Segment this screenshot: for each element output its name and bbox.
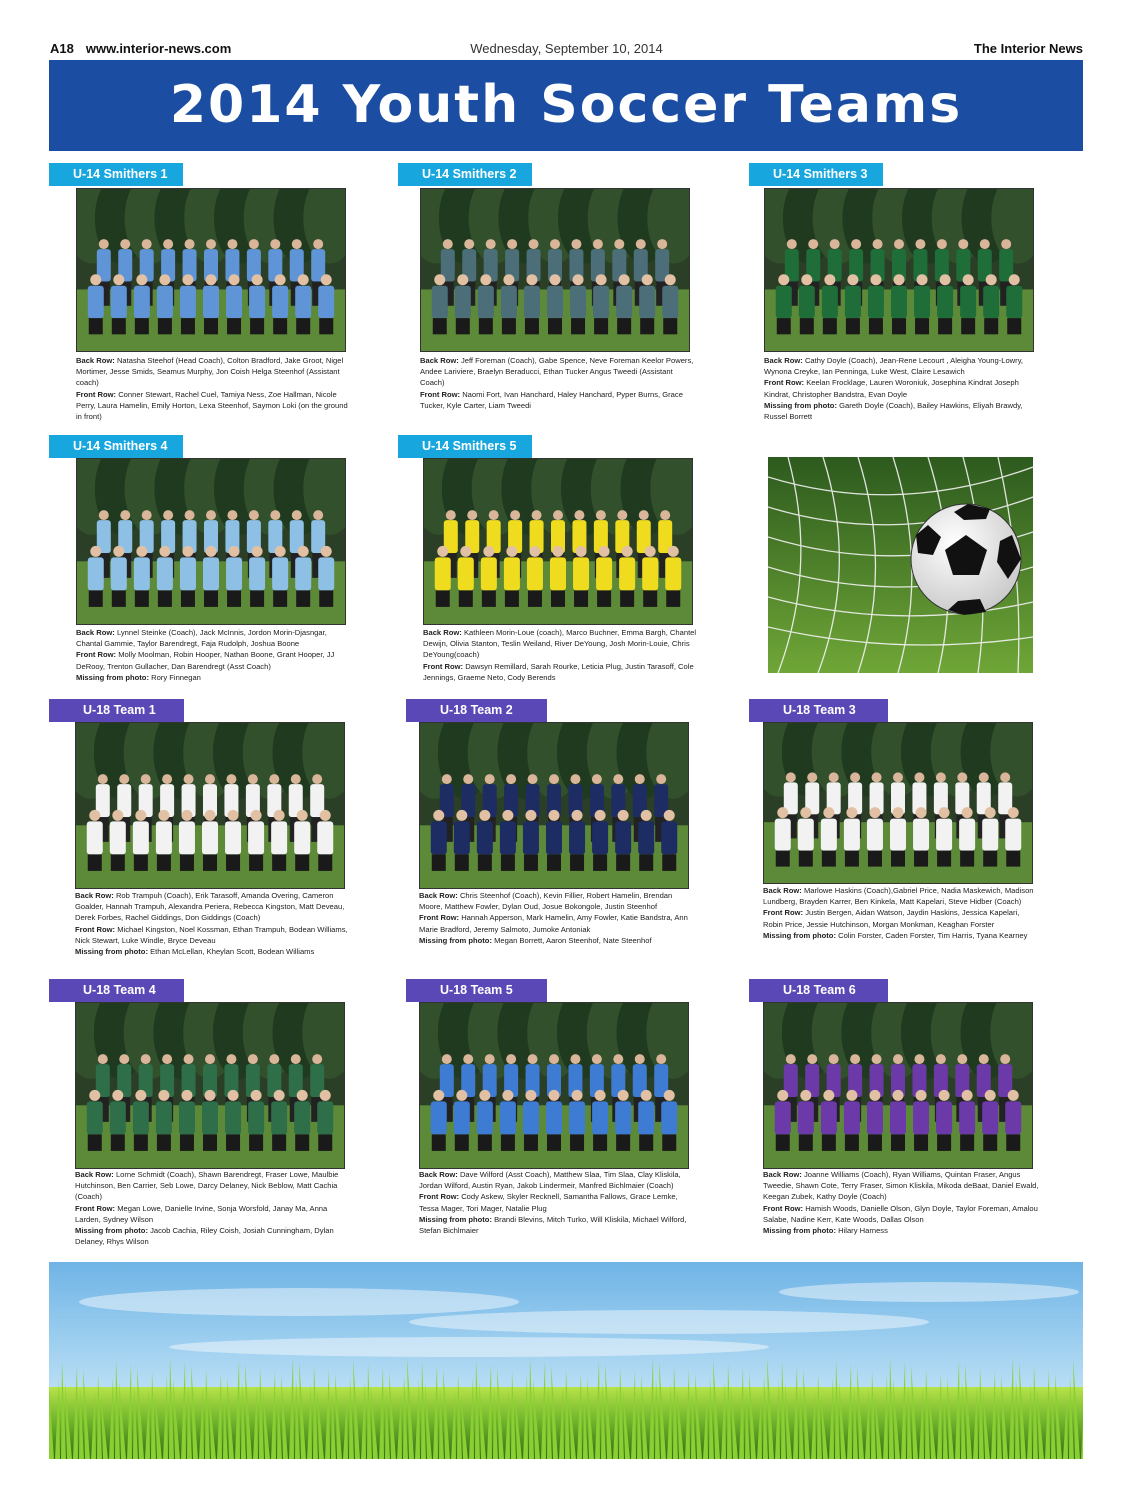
team-photo-image bbox=[76, 1003, 344, 1168]
caption-row bbox=[423, 661, 701, 683]
caption-row bbox=[419, 912, 697, 934]
caption-row-label: Front Row: bbox=[420, 389, 461, 399]
caption-row-names: Justin Bergen, Aidan Watson, Jaydin Haskins, Jessica Kapelari, Robin Price, Jessie Hutchinson, Morgan Monkman, Keaghan Forster bbox=[763, 908, 1020, 929]
caption-row-names: Keelan Frocklage, Lauren Woroniuk, Josephina Kindrat Joseph Kindrat, Christopher Bandstra, Evan Doyle bbox=[764, 378, 1019, 399]
team-tag: U-14 Smithers 2 bbox=[398, 163, 532, 186]
caption-row-label: Back Row: bbox=[763, 886, 802, 895]
caption-row-label: Missing from photo: bbox=[764, 400, 837, 410]
team-tag: U-14 Smithers 5 bbox=[398, 435, 532, 458]
caption-row-names: Lorne Schmidt (Coach), Shawn Barendregt, Fraser Lowe, Maulbie Hutchinson, Ben Carrier, Seb Lowe, Darcy Delaney, Nick Beblow, Matt Cachia (Coach) bbox=[75, 1170, 339, 1202]
caption-row bbox=[420, 389, 698, 411]
caption-row-names: Rory Finnegan bbox=[148, 672, 201, 682]
paper-name: The Interior News bbox=[973, 41, 1083, 56]
caption-row-names: Ethan McLellan, Kheylan Scott, Bodean Williams bbox=[147, 947, 315, 957]
caption-row bbox=[419, 890, 697, 912]
caption-row-label: Front Row: bbox=[75, 924, 116, 934]
caption-row-label: Front Row: bbox=[764, 378, 805, 388]
team-photo bbox=[763, 722, 1033, 884]
team-caption bbox=[75, 890, 353, 957]
caption-row bbox=[419, 1169, 697, 1191]
caption-row bbox=[763, 907, 1041, 929]
caption-row-label: Missing from photo: bbox=[763, 1226, 836, 1236]
soccer-ball-icon bbox=[768, 457, 1033, 673]
team-photo bbox=[76, 458, 346, 625]
caption-row-names: Megan Lowe, Danielle Irvine, Sonja Worsfold, Janay Ma, Anna Larden, Sydney Wilson bbox=[75, 1203, 328, 1224]
team-photo bbox=[75, 1002, 345, 1169]
caption-row bbox=[764, 400, 1042, 422]
caption-row bbox=[423, 627, 701, 661]
soccer-ball-net-photo bbox=[768, 457, 1033, 673]
caption-row-names: Michael Kingston, Noel Kossman, Ethan Trampuh, Bodean Williams, Nick Stewart, Luke Windle, Bryce Deveau bbox=[75, 924, 348, 945]
caption-row-label: Missing from photo: bbox=[419, 1214, 492, 1224]
caption-row bbox=[764, 377, 1042, 399]
team-tag: U-14 Smithers 4 bbox=[49, 435, 183, 458]
caption-row-label: Back Row: bbox=[419, 1170, 458, 1179]
team-photo-image bbox=[77, 459, 345, 624]
caption-row-names: Cody Askew, Skyler Recknell, Samantha Fallows, Grace Lemke, Tessa Mager, Tori Mager, Natalie Plug bbox=[419, 1192, 678, 1213]
caption-row bbox=[763, 1225, 1041, 1236]
sky-grass-footer-image bbox=[49, 1262, 1083, 1459]
page-title: 2014 Youth Soccer Teams bbox=[169, 75, 963, 135]
caption-row-names: Hannah Apperson, Mark Hamelin, Amy Fowler, Katie Bandstra, Ann Marie Bradford, Jeremy Salmoto, Jumoke Antoniak bbox=[419, 913, 688, 934]
caption-row bbox=[763, 1169, 1041, 1203]
caption-row-names: Lynnel Steinke (Coach), Jack McInnis, Jordon Morin-Djasngar, Chantal Gammie, Taylor Barendregt, Faja Rudolph, Joshua Boone bbox=[76, 628, 327, 649]
caption-row bbox=[75, 1203, 353, 1225]
team-tag: U-14 Smithers 1 bbox=[49, 163, 183, 186]
caption-row bbox=[763, 930, 1041, 941]
team-caption bbox=[420, 355, 698, 411]
caption-row bbox=[420, 355, 698, 389]
caption-row bbox=[419, 1214, 697, 1236]
team-photo-image bbox=[424, 459, 692, 624]
caption-row bbox=[76, 649, 354, 671]
caption-row-names: Marlowe Haskins (Coach),Gabriel Price, Nadia Maskewich, Madison Lundberg, Brayden Karrer, Ben Kinkela, Matt Kapelari, Steve Hidber (Coach) bbox=[763, 886, 1034, 907]
team-photo-image bbox=[764, 723, 1032, 883]
caption-row-label: Missing from photo: bbox=[419, 935, 492, 945]
caption-row-label: Back Row: bbox=[75, 891, 114, 900]
team-caption bbox=[419, 1169, 697, 1236]
team-caption bbox=[423, 627, 701, 683]
caption-row-label: Missing from photo: bbox=[75, 947, 148, 957]
team-caption bbox=[76, 627, 354, 683]
caption-row bbox=[76, 627, 354, 649]
caption-row-names: Brandi Blevins, Mitch Turko, Will Kliskila, Michael Wilford, Stefan Bichlmaier bbox=[419, 1214, 687, 1236]
page-banner bbox=[49, 60, 1083, 151]
caption-row-label: Back Row: bbox=[419, 891, 458, 900]
team-photo bbox=[420, 188, 690, 352]
caption-row-label: Missing from photo: bbox=[75, 1226, 148, 1236]
caption-row-names: Jacob Cachia, Riley Coish, Josiah Cunningham, Dylan Delaney, Rhys Wilson bbox=[75, 1226, 334, 1247]
team-photo-image bbox=[421, 189, 689, 351]
caption-row-label: Back Row: bbox=[76, 356, 115, 365]
team-photo bbox=[764, 188, 1034, 352]
caption-row-names: Naomi Fort, Ivan Hanchard, Haley Hanchard, Pyper Burns, Grace Tucker, Kyle Carter, Liam Tweedi bbox=[420, 389, 683, 410]
caption-row-names: Megan Borrett, Aaron Steenhof, Nate Steenhof bbox=[491, 935, 652, 945]
team-caption bbox=[764, 355, 1042, 422]
team-caption bbox=[76, 355, 354, 422]
caption-row bbox=[76, 389, 354, 423]
caption-row-label: Front Row: bbox=[419, 913, 460, 923]
caption-row-names: Gareth Doyle (Coach), Bailey Hawkins, Eliyah Brawdy, Russel Borrett bbox=[764, 400, 1023, 422]
caption-row-names: Molly Moolman, Robin Hooper, Nathan Boone, Grant Hooper, JJ DeRooy, Trenton Gullacher, Dan Barendregt (Asst Coach) bbox=[76, 650, 335, 671]
site-url[interactable]: www.interior-news.com bbox=[85, 41, 232, 56]
caption-row-names: Cathy Doyle (Coach), Jean-Rene Lecourt , Aleigha Young-Lowry, Wynona Creyke, Ian Penninga, Luke West, Claire Lesawich bbox=[764, 356, 1024, 377]
caption-row bbox=[763, 1203, 1041, 1225]
team-tag: U-18 Team 4 bbox=[49, 979, 184, 1002]
team-caption bbox=[763, 1169, 1041, 1236]
caption-row-names: Dave Wilford (Asst Coach), Matthew Slaa, Tim Slaa, Clay Kliskila, Jordan Wilford, Austin Ryan, Jakob Lindermeir, Manfred Bichlmaier (Coach) bbox=[419, 1170, 681, 1191]
caption-row-label: Front Row: bbox=[763, 1203, 804, 1213]
caption-row-label: Back Row: bbox=[76, 628, 115, 637]
caption-row-names: Joanne Williams (Coach), Ryan Williams, Quintan Fraser, Angus Tweedie, Shawn Cote, Terry Fraser, Simon Kliskila, Mikoda deBaat, Daniel Ewald, Keegan Zubek, Kathy Doyle (Coach) bbox=[763, 1170, 1039, 1202]
caption-row bbox=[419, 1191, 697, 1213]
team-photo bbox=[763, 1002, 1033, 1169]
team-caption bbox=[419, 890, 697, 946]
team-tag: U-18 Team 3 bbox=[749, 699, 888, 722]
caption-row-label: Front Row: bbox=[76, 650, 117, 660]
caption-row-label: Front Row: bbox=[75, 1203, 116, 1213]
team-tag: U-18 Team 2 bbox=[406, 699, 547, 722]
caption-row-label: Front Row: bbox=[423, 661, 464, 671]
caption-row-label: Back Row: bbox=[420, 356, 459, 365]
team-photo-image bbox=[764, 1003, 1032, 1168]
team-photo-image bbox=[420, 1003, 688, 1168]
caption-row-label: Missing from photo: bbox=[763, 930, 836, 940]
team-photo bbox=[419, 1002, 689, 1169]
caption-row-names: Hilary Harness bbox=[835, 1226, 888, 1236]
caption-row-label: Back Row: bbox=[763, 1170, 802, 1179]
caption-row bbox=[75, 1225, 353, 1247]
team-photo bbox=[419, 722, 689, 889]
team-photo-image bbox=[420, 723, 688, 888]
team-photo bbox=[75, 722, 345, 889]
caption-row bbox=[76, 355, 354, 389]
caption-row bbox=[764, 355, 1042, 377]
team-caption bbox=[75, 1169, 353, 1247]
caption-row-label: Front Row: bbox=[419, 1192, 460, 1202]
grass-illustration bbox=[49, 1262, 1083, 1459]
caption-row-names: Jeff Foreman (Coach), Gabe Spence, Neve Foreman Keelor Powers, Andee Lariviere, Braelyn Beraducci, Ethan Tucker Angus Tweedi (Assistant Coach) bbox=[420, 356, 694, 388]
caption-row-names: Hamish Woods, Danielle Olson, Glyn Doyle, Taylor Foreman, Amalou Salabe, Nadine Kerr, Kate Woods, Dallas Olson bbox=[763, 1203, 1038, 1224]
caption-row-names: Rob Trampuh (Coach), Erik Tarasoff, Amanda Overing, Cameron Goalder, Hannah Trampuh, Alexandra Periera, Rebecca Kingston, Matt Deveau, Derek Forbes, Rachel Giddings, Don Giddings (Coach) bbox=[75, 891, 345, 923]
caption-row-names: Kathleen Morin-Loue (coach), Marco Buchner, Emma Bargh, Chantel Dewijn, Olivia Stanton, Teslin Weiland, River DeYoung, Josh Morin-Louie, Chris DeYoung(coach) bbox=[423, 628, 697, 660]
caption-row-names: Chris Steenhof (Coach), Kevin Fillier, Robert Hamelin, Brendan Moore, Matthew Fowler, Dylan Oud, Josue Bokongole, Justin Steenhof bbox=[419, 891, 673, 912]
caption-row bbox=[75, 946, 353, 957]
team-tag: U-18 Team 6 bbox=[749, 979, 888, 1002]
caption-row-names: Colin Forster, Caden Forster, Tim Harris, Tyana Kearney bbox=[835, 930, 1028, 940]
team-photo-image bbox=[765, 189, 1033, 351]
caption-row bbox=[75, 1169, 353, 1203]
team-photo bbox=[423, 458, 693, 625]
team-photo-image bbox=[77, 189, 345, 351]
team-tag: U-18 Team 5 bbox=[406, 979, 547, 1002]
caption-row-label: Missing from photo: bbox=[76, 672, 149, 682]
team-tag: U-18 Team 1 bbox=[49, 699, 184, 722]
caption-row-label: Back Row: bbox=[423, 628, 462, 637]
caption-row-names: Conner Stewart, Rachel Cuel, Tamiya Ness, Zoe Hallman, Nicole Perry, Laura Hamelin, Emily Horton, Lexa Steenhof, Saymon Loki (on the ground in front) bbox=[76, 389, 348, 422]
caption-row-label: Front Row: bbox=[76, 389, 117, 399]
caption-row bbox=[419, 935, 697, 946]
issue-date: Wednesday, September 10, 2014 bbox=[470, 41, 663, 56]
caption-row bbox=[763, 885, 1041, 907]
page-label: A18 bbox=[50, 41, 74, 56]
caption-row-names: Natasha Steehof (Head Coach), Colton Bradford, Jake Groot, Nigel Mortimer, Jesse Smids, Seamus Murphy, Jon Coish Helga Steenhof (Assistant coach) bbox=[76, 356, 344, 388]
team-caption bbox=[763, 885, 1041, 941]
team-photo bbox=[76, 188, 346, 352]
caption-row-label: Back Row: bbox=[764, 356, 803, 365]
caption-row bbox=[75, 890, 353, 924]
caption-row-label: Back Row: bbox=[75, 1170, 114, 1179]
caption-row bbox=[76, 672, 354, 683]
caption-row-names: Dawsyn Remillard, Sarah Rourke, Leticia Plug, Justin Tarasoff, Cole Jennings, Graeme Neto, Cody Berends bbox=[423, 661, 694, 682]
caption-row-label: Front Row: bbox=[763, 908, 804, 918]
team-tag: U-14 Smithers 3 bbox=[749, 163, 883, 186]
team-photo-image bbox=[76, 723, 344, 888]
caption-row bbox=[75, 924, 353, 946]
